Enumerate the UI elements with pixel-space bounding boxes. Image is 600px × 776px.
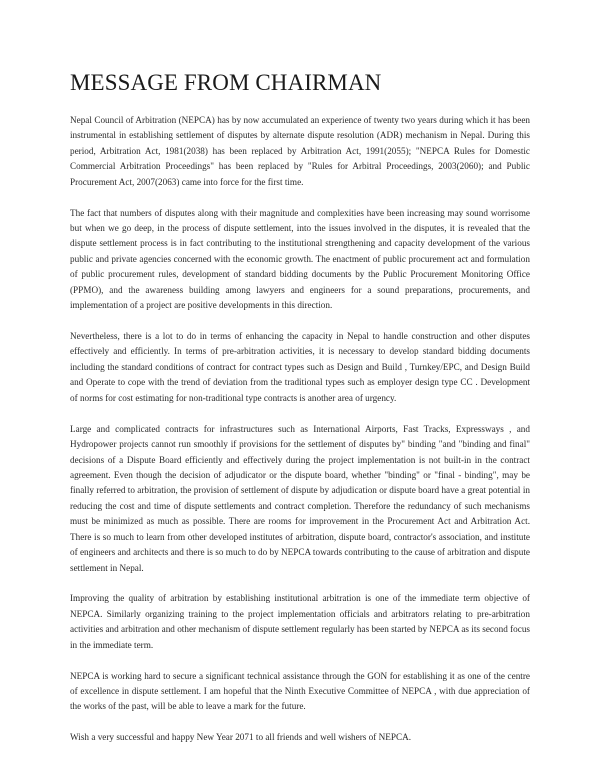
paragraph-large-contracts: Large and complicated contracts for infrastructures such as International Airports, Fast Tracks, Expressways , and Hydropower projects cannot run smoothly if provisions for the settlement of disputes by" binding "and "binding and final" decisions of a Dispute Board efficiently and effectively during the project implementation is not built-in in the contract agreement. Even though the decision of adjudicator or the dispute board, whether "binding" or "final - binding", may be finally referred to arbitration, the provision of settlement of dispute by adjudication or dispute board have a great potential in reducing the cost and time of dispute settlements and contract completion. Therefore the redundancy of such mechanisms must be minimized as much as possible. There are rooms for improvement in the Procurement Act and Arbitration Act. There is so much to learn from other developed institutes of arbitration, dispute board, contractor's association, and institute of engineers and architects and there is so much to do by NEPCA towards contributing to the cause of arbitration and dispute settlement in Nepal.: [70, 423, 530, 573]
page-title: MESSAGE FROM CHAIRMAN: [70, 70, 382, 95]
paragraph-capacity-building: Nevertheless, there is a lot to do in terms of enhancing the capacity in Nepal to handle construction and other disputes effectively and efficiently. In terms of pre-arbitration activities, it is necessary to develop standard bidding documents including the standard conditions of contract for contract types such as Design and Build , Turnkey/EPC, and Design Build and Operate to cope with the trend of deviation from the traditional types such as employer design type CC . Development of norms for cost estimating for non-traditional type contracts is another area of urgency.: [70, 331, 530, 403]
paragraph-objectives: Improving the quality of arbitration by establishing institutional arbitration is one of the immediate term objective of NEPCA. Similarly organizing training to the project implementation officials and arbitrators relating to pre-arbitration activities and arbitration and other mechanism of dispute settlement regularly has been started by NEPCA as its second focus in the immediate term.: [70, 593, 530, 650]
paragraph-history: Nepal Council of Arbitration (NEPCA) has by now accumulated an experience of twenty two years during which it has been instrumental in establishing settlement of disputes by alternate dispute resolution (ADR) mechanism in Nepal. During this period, Arbitration Act, 1981(2038) has been replaced by Arbitration Act, 1991(2055); "NEPCA Rules for Domestic Commercial Arbitration Proceedings" has been replaced by "Rules for Arbitral Proceedings, 2003(2060); and Public Procurement Act, 2007(2063) came into force for the first time.: [70, 115, 530, 187]
paragraph-technical-assistance: NEPCA is working hard to secure a significant technical assistance through the GON for establishing it as one of the centre of excellence in dispute settlement. I am hopeful that the Ninth Executive Committee of NEPCA , with due appreciation of the works of the past, will be able to leave a mark for the future.: [70, 670, 530, 712]
paragraph-new-year-wishes: Wish a very successful and happy New Year 2071 to all friends and well wishers of NEPCA.: [70, 732, 412, 743]
document-body: [70, 113, 530, 761]
paragraph-dispute-trends: The fact that numbers of disputes along with their magnitude and complexities have been increasing may sound worrisome but when we go deep, in the process of dispute settlement, into the issues involved in the disputes, it is revealed that the dispute settlement process is in fact contributing to the institutional strengthening and capacity development of the various public and private agencies concerned with the economic growth. The enactment of public procurement act and formulation of public procurement rules, development of standard bidding documents by the Public Procurement Monitoring Office (PPMO), and the awareness building among lawyers and engineers for a sound preparations, procurements, and implementation of a project are positive developments in this direction.: [70, 207, 530, 311]
